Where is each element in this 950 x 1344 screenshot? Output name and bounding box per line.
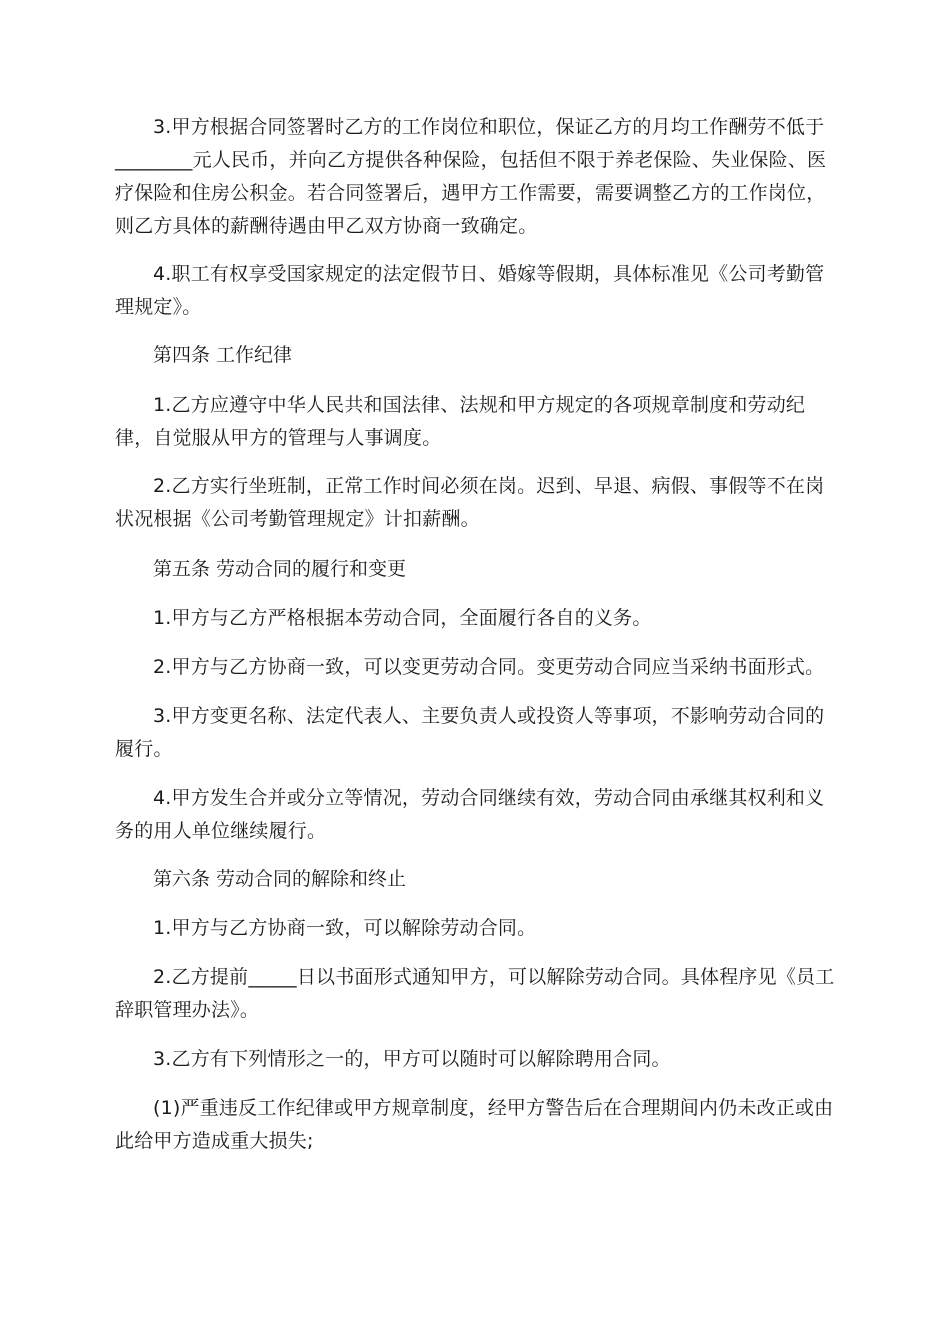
performance-clause-1-paragraph: 1.甲方与乙方严格根据本劳动合同，全面履行各自的义务。 bbox=[153, 607, 652, 629]
termination-clause-3-paragraph: 3.乙方有下列情形之一的，甲方可以随时可以解除聘用合同。 bbox=[153, 1048, 671, 1070]
clause-4-holiday-paragraph: 4.职工有权享受国家规定的法定假节日、婚嫁等假期，具体标准见《公司考勤管理规定》。 bbox=[115, 263, 825, 318]
section-heading-article-5: 第五条 劳动合同的履行和变更 bbox=[153, 558, 407, 580]
performance-clause-2-paragraph: 2.甲方与乙方协商一致，可以变更劳动合同。变更劳动合同应当采纳书面形式。 bbox=[153, 656, 825, 678]
section-heading-article-4: 第四条 工作纪律 bbox=[153, 344, 293, 366]
section-heading-article-6: 第六条 劳动合同的解除和终止 bbox=[153, 868, 407, 890]
termination-clause-2-paragraph: 2.乙方提前_____日以书面形式通知甲方，可以解除劳动合同。具体程序见《员工辞职管理办法》。 bbox=[115, 966, 835, 1021]
discipline-clause-2-paragraph: 2.乙方实行坐班制，正常工作时间必须在岗。迟到、早退、病假、事假等不在岗状况根据《公司考勤管理规定》计扣薪酬。 bbox=[115, 475, 825, 530]
clause-3-salary-paragraph: 3.甲方根据合同签署时乙方的工作岗位和职位，保证乙方的月均工作酬劳不低于________元人民币，并向乙方提供各种保险，包括但不限于养老保险、失业保险、医疗保险和住房公积金。若合同签署后，遇甲方工作需要，需要调整乙方的工作岗位，则乙方具体的薪酬待遇由甲乙双方协商一致确定。 bbox=[115, 116, 827, 237]
performance-clause-3-paragraph: 3.甲方变更名称、法定代表人、主要负责人或投资人等事项，不影响劳动合同的履行。 bbox=[115, 705, 825, 760]
termination-item-1-paragraph: (1)严重违反工作纪律或甲方规章制度，经甲方警告后在合理期间内仍未改正或由此给甲方造成重大损失; bbox=[115, 1097, 834, 1152]
performance-clause-4-paragraph: 4.甲方发生合并或分立等情况，劳动合同继续有效，劳动合同由承继其权利和义务的用人单位继续履行。 bbox=[115, 787, 825, 842]
termination-clause-1-paragraph: 1.甲方与乙方协商一致，可以解除劳动合同。 bbox=[153, 917, 537, 939]
discipline-clause-1-paragraph: 1.乙方应遵守中华人民共和国法律、法规和甲方规定的各项规章制度和劳动纪律，自觉服从甲方的管理与人事调度。 bbox=[115, 394, 806, 449]
